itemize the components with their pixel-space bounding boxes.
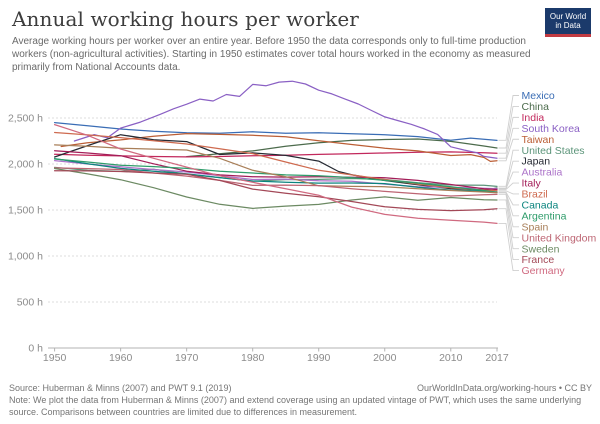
legend-label-south-korea[interactable]: South Korea [521, 122, 580, 135]
x-tick-label: 1980 [241, 352, 265, 364]
legend-label-spain[interactable]: Spain [521, 221, 549, 234]
legend-label-brazil[interactable]: Brazil [521, 188, 548, 201]
x-tick-label: 2010 [439, 352, 463, 364]
x-tick-label: 2017 [485, 352, 509, 364]
chart-footer [9, 383, 592, 418]
legend-label-mexico[interactable]: Mexico [521, 90, 555, 103]
chart-title: Annual working hours per worker [12, 7, 359, 31]
legend-label-united-states[interactable]: United States [521, 144, 585, 157]
legend-label-china[interactable]: China [521, 101, 549, 114]
owid-logo[interactable] [545, 8, 591, 37]
legend-label-sweden[interactable]: Sweden [521, 243, 560, 256]
y-tick-label: 2,500 h [7, 112, 43, 125]
chart-header [12, 6, 536, 75]
legend-label-australia[interactable]: Australia [521, 166, 563, 179]
legend-label-japan[interactable]: Japan [521, 155, 551, 168]
y-tick-label: 1,500 h [7, 204, 43, 217]
x-tick-label: 2000 [373, 352, 397, 364]
y-tick-label: 0 h [28, 342, 43, 355]
legend-label-germany[interactable]: Germany [521, 265, 565, 278]
x-tick-label: 1990 [307, 352, 331, 364]
y-tick-label: 2,000 h [7, 158, 43, 171]
chart-subtitle: Average working hours per worker over an entire year. Before 1950 the data corresponds only to full-time production workers (non-agricultural activities). Starting in 1950 estimates cover total hours worked in the economy as measured primarily from National Accounts data. [12, 36, 531, 74]
owid-logo-line2: in Data [555, 21, 581, 30]
x-tick-label: 1950 [42, 352, 67, 364]
note-text: Note: We plot the data from Huberman & Minns (2007) and extend coverage using an updated vintage of PWT, which uses the same underlying source. Comparisons between countries are limited due to differences in measurement. [9, 395, 582, 417]
credit-link[interactable]: OurWorldInData.org/working-hours • CC BY [416, 383, 592, 393]
x-tick-label: 1970 [174, 352, 199, 364]
source-text: Source: Huberman & Minns (2007) and PWT 9.1 (2019) [9, 383, 232, 393]
legend-label-canada[interactable]: Canada [521, 199, 559, 212]
legend-label-india[interactable]: India [521, 111, 545, 124]
legend-connector [499, 106, 520, 148]
owid-logo-line1: Our World [549, 11, 587, 21]
y-tick-label: 1,000 h [7, 250, 43, 263]
legend-label-france[interactable]: France [521, 254, 555, 267]
legend-label-italy[interactable]: Italy [521, 177, 541, 190]
legend-label-united-kingdom[interactable]: United Kingdom [521, 232, 597, 245]
legend-connector [499, 150, 520, 186]
x-tick-label: 1960 [108, 352, 133, 364]
y-tick-label: 500 h [16, 296, 43, 309]
legend-label-argentina[interactable]: Argentina [521, 210, 567, 223]
legend-connector [499, 161, 520, 188]
legend-label-taiwan[interactable]: Taiwan [521, 133, 555, 146]
